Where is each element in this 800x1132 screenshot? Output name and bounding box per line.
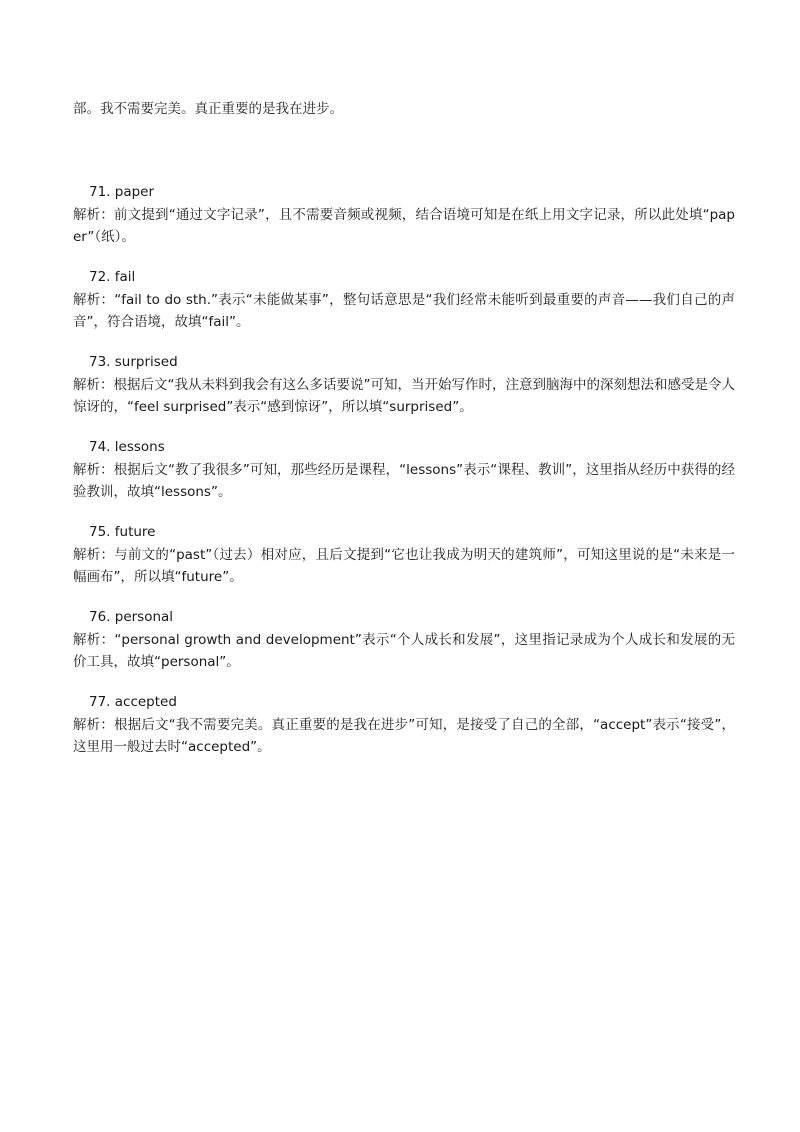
answer-explanation: 解析：“fail to do sth.”表示“未能做某事”，整句话意思是“我们经常未能听到最重要的声音——我们自己的声音”，符合语境，故填“fail”。 [73, 292, 735, 330]
answer-label: 76. personal [89, 609, 174, 625]
answer-item-71 [73, 182, 735, 248]
answer-explanation: 解析：前文提到“通过文字记录”，且不需要音频或视频，结合语境可知是在纸上用文字记录，所以此处填“paper”（纸）。 [73, 207, 735, 245]
continued-text: 部。我不需要完美。真正重要的是我在进步。 [73, 101, 343, 117]
answer-item-77 [73, 692, 735, 758]
answer-item-75 [73, 522, 735, 588]
answer-item-72 [73, 267, 735, 333]
answer-explanation: 解析：根据后文“我不需要完美。真正重要的是我在进步”可知，是接受了自己的全部，“accept”表示“接受”，这里用一般过去时“accepted”。 [73, 717, 735, 755]
answer-label: 73. surprised [89, 354, 178, 370]
answer-explanation: 解析：根据后文“教了我很多”可知，那些经历是课程，“lessons”表示“课程、教训”，这里指从经历中获得的经验教训，故填“lessons”。 [73, 462, 735, 500]
answer-label: 72. fail [89, 269, 136, 285]
answer-item-73 [73, 352, 735, 418]
answer-label: 74. lessons [89, 439, 165, 455]
answer-list [73, 182, 735, 777]
answer-label: 75. future [89, 524, 156, 540]
answer-explanation: 解析：“personal growth and development”表示“个人成长和发展”，这里指记录成为个人成长和发展的无价工具，故填“personal”。 [73, 632, 735, 670]
answer-item-76 [73, 607, 735, 673]
answer-item-74 [73, 437, 735, 503]
answer-explanation: 解析：根据后文“我从未料到我会有这么多话要说”可知，当开始写作时，注意到脑海中的深刻想法和感受是令人惊讶的，“feel surprised”表示“感到惊讶”，所以填“surprised”。 [73, 377, 735, 415]
answer-label: 71. paper [89, 184, 155, 200]
answer-label: 77. accepted [89, 694, 177, 710]
answer-explanation: 解析：与前文的“past”（过去）相对应，且后文提到“它也让我成为明天的建筑师”，可知这里说的是“未来是一幅画布”，所以填“future”。 [73, 547, 735, 585]
